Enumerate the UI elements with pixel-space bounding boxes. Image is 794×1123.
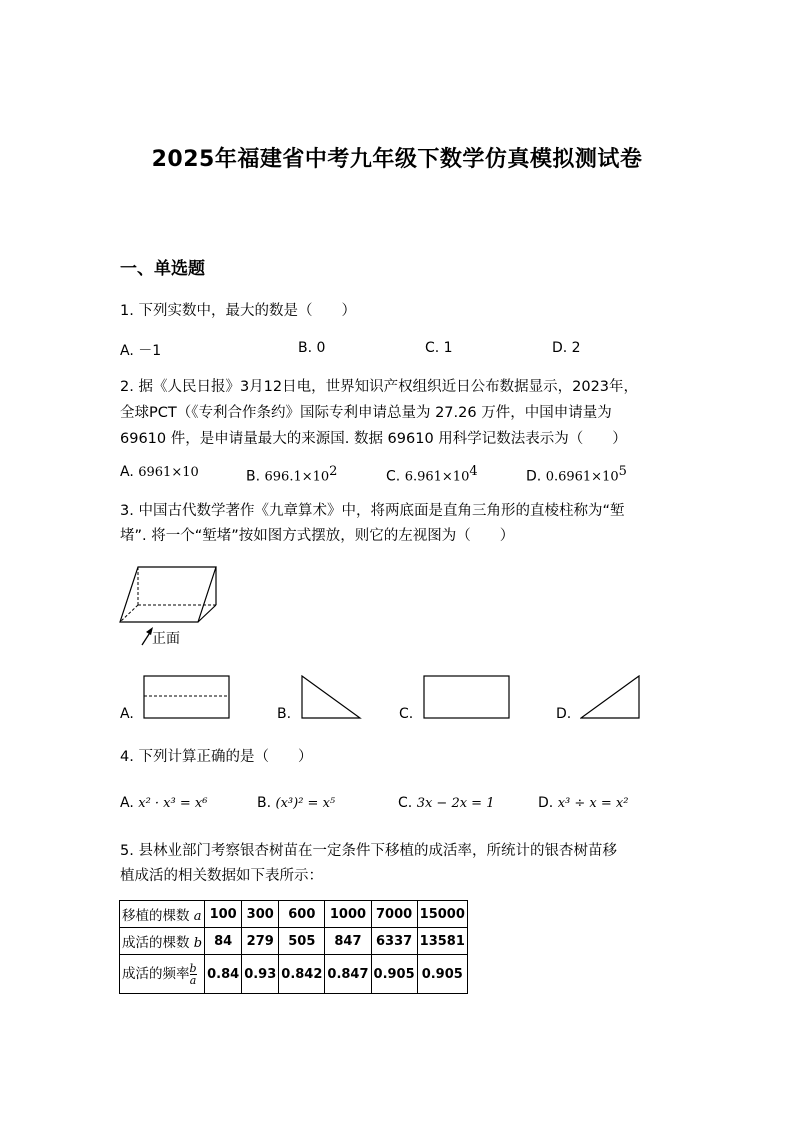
q4-option-a-expression: x² · x³ = x⁶ <box>138 796 208 811</box>
q1-option-b[interactable]: B. 0 <box>298 340 326 356</box>
q4-option-b[interactable] <box>257 795 335 811</box>
q4-option-c-expression: 3x − 2x = 1 <box>416 796 495 811</box>
q2-option-c-label: C. <box>386 468 401 485</box>
q2-option-c-value: 6.961×10 <box>404 469 470 485</box>
row-header-survived: 成活的棵数 b <box>120 928 205 955</box>
table-cell: 0.93 <box>242 955 279 994</box>
q4-option-c-label: C. <box>398 795 413 811</box>
table-cell: 13581 <box>417 928 467 955</box>
q2-option-a-value: 6961×10 <box>138 465 199 480</box>
survival-data-table <box>119 900 468 994</box>
table-cell: 0.905 <box>417 955 467 994</box>
question-2-line-2: 全球PCT（《专利合作条约》国际专利申请总量为 27.26 万件，中国申请量为 <box>120 405 612 421</box>
table-cell: 1000 <box>325 901 371 928</box>
q2-option-b-value: 696.1×10 <box>264 469 330 485</box>
table-cell: 15000 <box>417 901 467 928</box>
q3-option-a-label[interactable]: A. <box>120 706 134 722</box>
question-4-stem: 4. 下列计算正确的是（ ） <box>120 749 313 765</box>
table-cell: 6337 <box>371 928 417 955</box>
q4-option-d-label: D. <box>538 795 554 811</box>
q3-option-d-figure[interactable] <box>580 675 642 721</box>
q2-option-b-exponent: 2 <box>329 464 338 479</box>
question-1-stem: 1. 下列实数中，最大的数是（ ） <box>120 303 356 319</box>
question-5-line-2: 植成活的相关数据如下表所示： <box>120 868 323 884</box>
frequency-fraction: $\frac{b}{a}$ <box>189 961 197 987</box>
section-heading: 一、单选题 <box>120 259 205 279</box>
q1-option-a[interactable]: A. －1 <box>120 343 162 359</box>
table-cell: 7000 <box>371 901 417 928</box>
q4-option-a-label: A. <box>120 795 134 811</box>
table-row <box>120 928 468 955</box>
table-cell: 505 <box>279 928 325 955</box>
q4-option-a[interactable] <box>120 795 207 811</box>
q3-option-b-figure[interactable] <box>301 675 363 721</box>
row-header-frequency: 成活的频率 $\frac{b}{a}$ <box>120 955 205 994</box>
q2-option-d-exponent: 5 <box>618 464 627 479</box>
front-view-label: 正面 <box>152 631 180 647</box>
q3-option-d-label[interactable]: D. <box>556 706 572 722</box>
row-header-transplanted: 移植的棵数 a <box>120 901 205 928</box>
q2-option-b[interactable] <box>246 464 337 485</box>
q1-option-c[interactable]: C. 1 <box>425 340 453 356</box>
page-title: 2025年福建省中考九年级下数学仿真模拟测试卷 <box>151 147 643 172</box>
question-2-line-1: 2. 据《人民日报》3月12日电，世界知识产权组织近日公布数据显示，2023年， <box>120 379 639 395</box>
question-2-line-3: 69610 件，是申请量最大的来源国. 数据 69610 用科学记数法表示为（ ） <box>120 431 627 447</box>
table-cell: 300 <box>242 901 279 928</box>
q4-option-b-expression: (x³)² = x⁵ <box>275 796 336 811</box>
q3-option-c-figure[interactable] <box>423 675 511 721</box>
table-cell: 100 <box>205 901 242 928</box>
q4-option-c[interactable] <box>398 795 494 811</box>
table-row <box>120 955 468 994</box>
table-cell: 0.84 <box>205 955 242 994</box>
q2-option-c-exponent: 4 <box>469 464 478 479</box>
table-cell: 0.905 <box>371 955 417 994</box>
q2-option-d-label: D. <box>526 468 542 485</box>
question-5-line-1: 5. 县林业部门考察银杏树苗在一定条件下移植的成活率，所统计的银杏树苗移 <box>120 843 617 859</box>
q4-option-b-label: B. <box>257 795 272 811</box>
q4-option-d[interactable] <box>538 795 628 811</box>
table-cell: 84 <box>205 928 242 955</box>
question-3-line-2: 堵”. 将一个“堑堵”按如图方式摆放，则它的左视图为（ ） <box>120 528 515 544</box>
q1-option-d[interactable]: D. 2 <box>552 340 581 356</box>
q4-option-d-expression: x³ ÷ x = x² <box>557 796 629 811</box>
q3-option-b-label[interactable]: B. <box>277 706 292 722</box>
table-cell: 847 <box>325 928 371 955</box>
question-3-line-1: 3. 中国古代数学著作《九章算术》中，将两底面是直角三角形的直棱柱称为“堑 <box>120 503 625 519</box>
table-cell: 600 <box>279 901 325 928</box>
q2-option-c[interactable] <box>386 464 478 485</box>
table-cell: 279 <box>242 928 279 955</box>
prism-top-face <box>120 567 216 622</box>
q2-option-a[interactable] <box>120 464 199 480</box>
q2-option-a-label: A. <box>120 464 134 480</box>
table-cell: 0.842 <box>279 955 325 994</box>
table-cell: 0.847 <box>325 955 371 994</box>
q3-option-c-label[interactable]: C. <box>399 706 414 722</box>
q2-option-b-label: B. <box>246 468 261 485</box>
q2-option-d[interactable] <box>526 464 627 485</box>
table-row <box>120 901 468 928</box>
q3-option-a-figure[interactable] <box>143 675 231 721</box>
q2-option-d-value: 0.6961×10 <box>545 469 619 485</box>
